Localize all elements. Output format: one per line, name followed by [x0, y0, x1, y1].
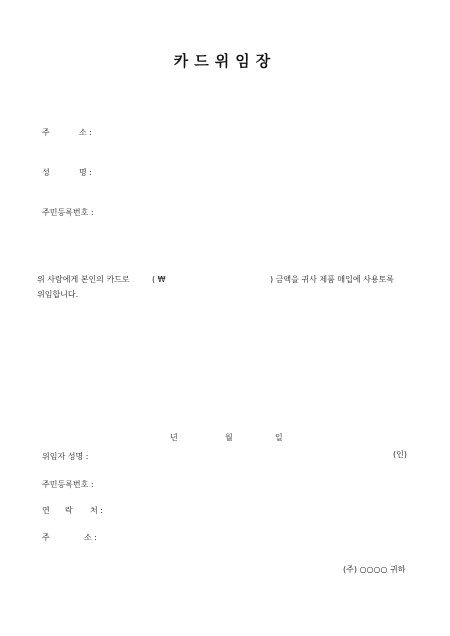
- id-number-label: 주민등록번호 :: [42, 208, 94, 217]
- recipient-line: (주) ○○○○ 귀하: [343, 565, 406, 574]
- name-label-end: 명 :: [79, 168, 92, 177]
- contact-label-b: 락: [65, 506, 73, 515]
- document-title: 카드위임장: [173, 52, 277, 70]
- date-year-label: 년: [170, 433, 178, 442]
- statement-line1-start: 위 사람에게 본인의 카드로: [37, 275, 130, 284]
- name-label-start: 성: [42, 168, 50, 177]
- delegator-address-label-start: 주: [42, 533, 50, 542]
- delegator-address-label-end: 소 :: [84, 533, 97, 542]
- date-day-label: 일: [275, 433, 283, 442]
- date-month-label: 월: [225, 433, 233, 442]
- delegator-id-number-label: 주민등록번호 :: [42, 480, 94, 489]
- statement-line1-end: ) 금액을 귀사 제품 매입에 사용토록: [270, 275, 395, 284]
- address-label-start: 주: [42, 128, 50, 137]
- contact-label-c: 처 :: [90, 506, 103, 515]
- contact-label-a: 연: [42, 506, 50, 515]
- address-label-end: 소 :: [79, 128, 92, 137]
- amount-paren-open: ( ₩: [152, 275, 166, 284]
- delegator-name-label: 위임자 성명 :: [42, 452, 89, 461]
- seal-label: (인): [393, 450, 407, 459]
- statement-line2: 위임합니다.: [37, 290, 79, 299]
